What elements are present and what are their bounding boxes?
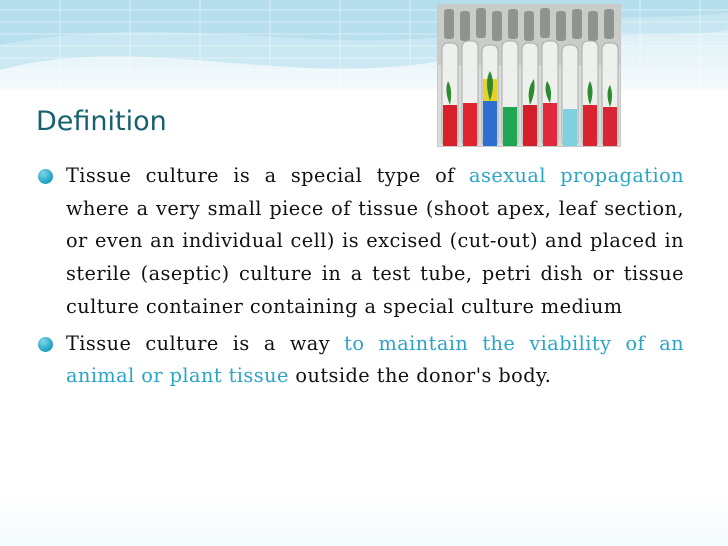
bullet-list (36, 160, 684, 397)
bullet-text (66, 160, 684, 324)
bullet-text (66, 328, 684, 393)
bullet-text-start: Tissue culture is a way (66, 331, 345, 355)
footer-band (0, 490, 728, 546)
bullet-item (36, 328, 684, 393)
test-tubes-photo (437, 4, 621, 147)
bullet-text-end: outside the donor's body. (288, 364, 552, 388)
bullet-icon (38, 169, 53, 184)
slide-title: Definition (36, 106, 167, 137)
bullet-text-start: Tissue culture is a special type of (66, 164, 470, 187)
highlighted-term: asexual propagation (469, 164, 684, 187)
bullet-text-end: where a very small piece of tissue (shoot apex, leaf section, or even an individual cell) is excised (cut-out) and placed in sterile (aseptic) culture in a test tube, petri dish or tissue culture container containing a special culture medium (66, 196, 684, 318)
bullet-item (36, 160, 684, 324)
highlighted-term: to maintain the viability of an animal or plant tissue (66, 331, 685, 388)
bullet-icon (38, 337, 53, 352)
